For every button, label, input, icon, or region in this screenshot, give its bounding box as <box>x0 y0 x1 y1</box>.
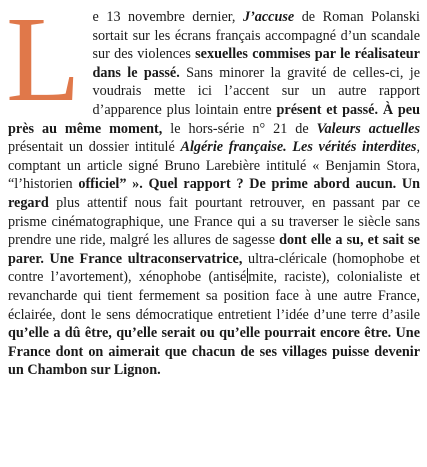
bold-run: dont elle a su, et sait se parer. Une France ultraconservatrice, <box>8 232 420 267</box>
bold-run: officiel” ». Quel rapport ? De prime abord aucun. Un regard <box>8 176 420 211</box>
text-run: ultra-cléricale (homophobe et contre l’avortement), xénophobe (antisé <box>8 250 420 286</box>
drop-cap-letter: L <box>6 0 81 127</box>
dossier-title: Algérie française. Les vérités interdites <box>180 139 417 156</box>
text-run: e 13 novembre dernier, <box>92 9 243 25</box>
text-run: , comptant un article signé Bruno Larebière intitulé « Benjamin Stora, “l’historien <box>8 139 420 193</box>
text-run: présentait un dossier intitulé <box>8 139 181 156</box>
article-body <box>6 0 420 380</box>
bold-run: sexuelles commises par le réalisateur dans le passé. <box>92 46 420 81</box>
bold-run: présent et passé. À peu près au même moment, <box>8 101 420 137</box>
magazine-title: Valeurs actuelles <box>316 120 420 137</box>
bold-run: qu’elle a dû être, qu’elle serait ou qu’elle pourrait encore être. Une France dont on aimerait que chacun de ses villages puisse devenir un Chambon sur Lignon. <box>8 325 420 379</box>
text-run: mite, raciste), colonialiste et revancharde qui tient fermement sa position face à une autre France, éclairée, dont le sens démocratique entretient l’idée d’une terre d’asile <box>8 269 420 323</box>
text-run: le hors-série n° 21 de <box>162 120 317 137</box>
text-run: plus attentif nous fait pourtant retrouver, en passant par ce prisme cinématographique, une France qui a su traverser le siècle sans prendre une ride, malgré les allures de sagesse <box>8 194 420 249</box>
text-run: de Roman Polanski sortait sur les écrans français accompagné d’un scandale sur des violences <box>92 9 420 63</box>
text-run: Sans minorer la gravité de celles-ci, je voudrais mette ici l’accent sur un autre rapport d’apparence plus lointain entre <box>92 64 420 118</box>
film-title: J’accuse <box>242 9 295 25</box>
